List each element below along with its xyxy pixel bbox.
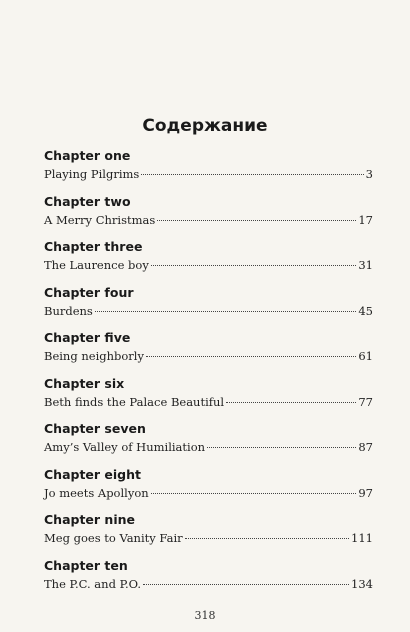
toc-line	[44, 256, 373, 274]
toc-line	[44, 529, 373, 547]
dot-leader	[146, 356, 356, 357]
dot-leader	[141, 174, 363, 175]
page-number: 318	[194, 609, 216, 622]
chapter-title: Burdens	[44, 303, 93, 318]
chapter-heading: Chapter seven	[44, 421, 146, 436]
chapter-title: The Laurence boy	[44, 258, 149, 272]
toc-line	[44, 302, 373, 320]
chapter-heading: Chapter three	[44, 239, 143, 254]
toc-entry	[44, 147, 373, 193]
toc-line	[44, 347, 373, 365]
chapter-heading: Chapter ten	[44, 557, 128, 573]
chapter-title: Playing Pilgrims	[44, 167, 140, 181]
toc-entry	[44, 284, 373, 330]
toc-entry	[44, 466, 373, 512]
toc-line	[44, 484, 373, 502]
page-title: Содержание	[142, 116, 268, 136]
dot-leader	[157, 220, 356, 221]
toc-entry	[44, 557, 373, 603]
dot-leader	[151, 493, 357, 494]
dot-leader	[226, 402, 356, 403]
chapter-heading: Chapter five	[44, 330, 131, 345]
page-ref: 77	[358, 394, 373, 409]
chapter-title: Amy’s Valley of Humiliation	[44, 440, 206, 454]
toc-line	[44, 393, 373, 411]
chapter-heading: Chapter two	[44, 193, 131, 209]
page-ref: 17	[358, 212, 373, 227]
chapter-heading: Chapter one	[44, 148, 131, 163]
page-ref: 61	[358, 349, 373, 363]
chapter-heading: Chapter nine	[44, 512, 135, 527]
chapter-title: Being neighborly	[44, 349, 144, 363]
dot-leader	[185, 538, 349, 539]
chapter-heading: Chapter four	[44, 284, 134, 300]
chapter-title: The P.C. and P.O.	[44, 576, 142, 591]
toc-entry	[44, 375, 373, 421]
table-of-contents	[44, 147, 373, 602]
chapter-title: A Merry Christmas	[44, 212, 156, 227]
toc-entry	[44, 329, 373, 375]
toc-entry	[44, 193, 373, 239]
page-ref: 45	[358, 303, 373, 318]
page-ref: 134	[351, 576, 373, 591]
dot-leader	[143, 584, 349, 585]
page-ref: 111	[351, 531, 373, 545]
dot-leader	[151, 265, 357, 266]
dot-leader	[95, 311, 357, 312]
toc-entry	[44, 238, 373, 284]
chapter-heading: Chapter six	[44, 375, 125, 391]
page-ref: 87	[358, 440, 373, 454]
toc-line	[44, 165, 373, 183]
chapter-title: Beth finds the Palace Beautiful	[44, 394, 225, 409]
toc-entry	[44, 420, 373, 466]
chapter-title: Jo meets Apollyon	[44, 485, 149, 500]
chapter-heading: Chapter eight	[44, 466, 142, 482]
chapter-title: Meg goes to Vanity Fair	[44, 531, 183, 545]
page-ref: 97	[358, 485, 373, 500]
bleed-through-text	[40, 2, 400, 90]
page-ref: 3	[365, 167, 373, 181]
dot-leader	[207, 447, 356, 448]
toc-entry	[44, 511, 373, 557]
toc-line	[44, 438, 373, 456]
page-ref: 31	[358, 258, 373, 272]
toc-line	[44, 211, 373, 229]
toc-line	[44, 575, 373, 593]
